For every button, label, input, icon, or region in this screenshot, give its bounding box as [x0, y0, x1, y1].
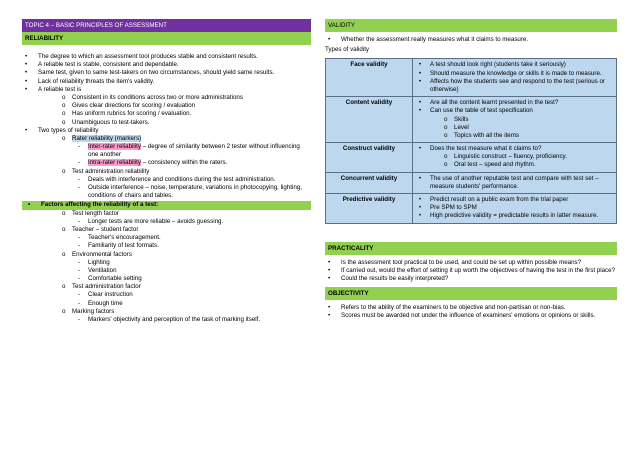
right-column [325, 19, 617, 321]
list-item: o Marking factors [22, 308, 311, 316]
list-item: • Affects how the students see and respond to the test (serious or otherwise) [416, 78, 613, 94]
reliability-list [22, 53, 311, 200]
table-key: Concurrent validity [326, 172, 413, 193]
table-key: Content validity [326, 97, 413, 143]
left-column [22, 19, 311, 324]
list-item: • A reliable test is [22, 86, 311, 94]
list-item [22, 143, 311, 159]
objectivity-list [325, 304, 617, 320]
list-item: • Is the assessment tool practical to be used, and could be set up within possible means? [325, 259, 617, 267]
list-item: • Pre SPM to SPM [416, 204, 613, 212]
table-row [326, 194, 617, 224]
list-item: o Has uniform rubrics for scoring / evaluation. [22, 110, 311, 118]
intra-rater-text: – consistency within the raters. [140, 159, 228, 167]
table-cell [413, 59, 617, 97]
validity-header: VALIDITY [325, 19, 617, 32]
list-item: • Could the results be easily interpreted? [325, 275, 617, 283]
list-item: • Should measure the knowledge or skills it is made to measure. [416, 70, 613, 78]
list-item: o Unambiguous to test-takers. [22, 119, 311, 127]
list-item: - Comfortable setting [22, 275, 311, 283]
factors-band [22, 201, 311, 209]
table-key: Face validity [326, 59, 413, 97]
list-item: • Refers to the ability of the examiners to be objective and non-partisan or non-bias. [325, 304, 617, 312]
list-item: • A test should look right (students take it seriously) [416, 61, 613, 69]
list-item: o Test administration reliability [22, 168, 311, 176]
factors-header: • Factors affecting the reliability of a test: [25, 201, 308, 209]
list-item [22, 159, 311, 167]
list-item: - Deals with interference and conditions during the test administration. [22, 176, 311, 184]
list-item: - Clear instruction [22, 291, 311, 299]
list-item: • Whether the assessment really measures what it claims to measure. [325, 36, 617, 44]
table-key: Construct validity [326, 143, 413, 173]
table-cell [413, 172, 617, 193]
rater-reliability-title: Rater reliability (markers) [72, 134, 142, 142]
list-item: o Linguistic construct – fluency, proficiency. [416, 153, 613, 161]
list-item: • Can use the table of test specification [416, 107, 613, 115]
list-item: o Test administration factor [22, 283, 311, 291]
list-item: o Test length factor [22, 210, 311, 218]
list-item: - Teacher's encouragement. [22, 234, 311, 242]
list-item [22, 135, 311, 143]
table-row [326, 97, 617, 143]
list-item: • High predictive validity = predictable results in latter measure. [416, 212, 613, 220]
list-item: • Lack of reliability threats the item's validity. [22, 78, 311, 86]
list-item: • Scores must be awarded not under the influence of examiners' emotions or opinions or skills. [325, 312, 617, 320]
table-row [326, 59, 617, 97]
list-item: • Are all the content learnt presented in the test? [416, 99, 613, 107]
table-row [326, 143, 617, 173]
types-label: Types of validity [325, 46, 370, 54]
reliability-header: RELIABILITY [22, 32, 311, 45]
list-item: - Ventilation [22, 267, 311, 275]
factors-list [22, 210, 311, 325]
topic-header: TOPIC 4 – BASIC PRINCIPLES OF ASSESSMENT [22, 19, 311, 32]
list-item: o Topics with all the items [416, 132, 613, 140]
list-item: • The degree to which an assessment tool produces stable and consistent results. [22, 53, 311, 61]
list-item: o Teacher – student factor [22, 226, 311, 234]
inter-rater-label: Inter-rater reliability [88, 143, 141, 151]
list-item: - Lighting [22, 259, 311, 267]
list-item: • Two types of reliability [22, 127, 311, 135]
table-cell [413, 97, 617, 143]
objectivity-header: OBJECTIVITY [325, 287, 617, 300]
list-item: - Enough time [22, 300, 311, 308]
list-item: o Oral test – speed and rhythm. [416, 161, 613, 169]
list-item: - Familiarity of test formats. [22, 242, 311, 250]
practicality-header: PRACTICALITY [325, 242, 617, 255]
list-item: • The use of another reputable test and compare with test set – measure students' performance. [416, 175, 613, 191]
validity-table [325, 58, 617, 223]
list-item: o Level [416, 124, 613, 132]
intra-rater-label: Intra-rater reliability [88, 159, 141, 167]
table-cell [413, 143, 617, 173]
table-row [326, 172, 617, 193]
list-item: • If carried out, would the effort of setting it up worth the objectives of having the test in the first place? [325, 267, 617, 275]
list-item: - Outside interference – noise, temperature, variations in photocopying, lighting, conditions of chairs and tables. [22, 184, 311, 200]
list-item: • Predict result on a public exam from the trial paper [416, 196, 613, 204]
list-item: o Consistent in its conditions across two or more administrations [22, 94, 311, 102]
list-item: - Markers' objectivity and perception of the task of marking itself. [22, 316, 311, 324]
table-key: Predictive validity [326, 194, 413, 224]
list-item: • Does the test measure what it claims to? [416, 145, 613, 153]
list-item: • A reliable test is stable, consistent and dependable. [22, 61, 311, 69]
table-cell [413, 194, 617, 224]
list-item: - Longer tests are more reliable – avoids guessing. [22, 218, 311, 226]
practicality-list [325, 259, 617, 284]
inter-rater-text: – degree of similarity between 2 tester without influencing one another [88, 143, 300, 159]
list-item: o Skills [416, 116, 613, 124]
list-item: o Gives clear directions for scoring / evaluation [22, 102, 311, 110]
list-item: • Same test, given to same test-takers on two circumstances, should yield same results. [22, 69, 311, 77]
list-item: o Environmental factors [22, 251, 311, 259]
